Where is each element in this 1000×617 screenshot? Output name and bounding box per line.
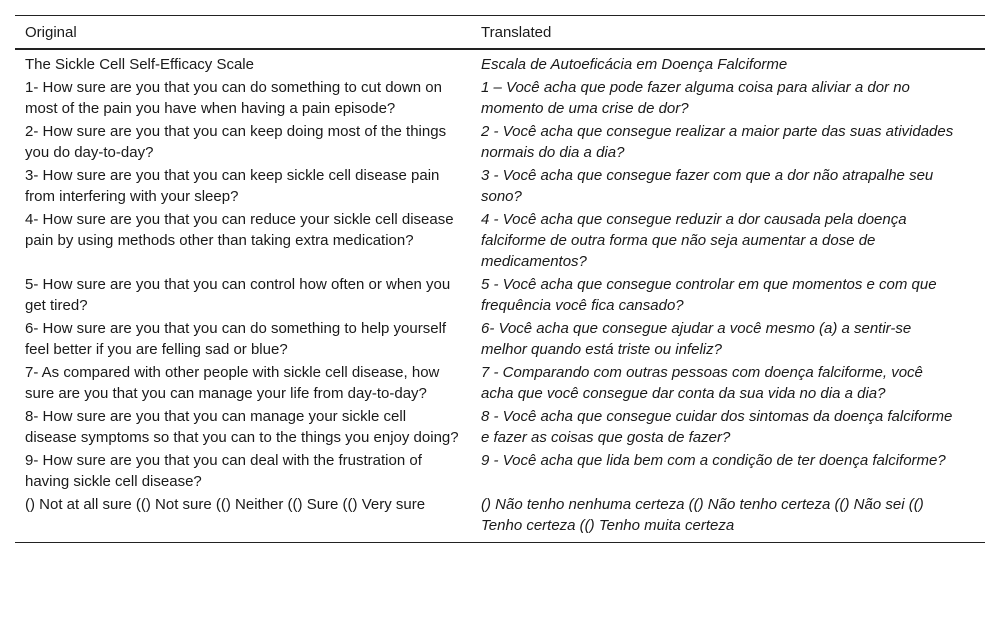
cell-original: 7- As compared with other people with sickle cell disease, how sure are you that you can manage your life from day-to-day?	[25, 364, 440, 402]
cell-translated: 5 - Você acha que consegue controlar em que momentos e com que frequência você fica cansado?	[481, 276, 937, 314]
table-row	[15, 164, 985, 208]
cell-translated: () Não tenho nenhuma certeza (() Não tenho certeza (() Não sei (() Tenho certeza (() Tenho muita certeza	[481, 496, 924, 534]
table-row	[15, 120, 985, 164]
cell-translated: 3 - Você acha que consegue fazer com que a dor não atrapalhe seu sono?	[481, 167, 934, 205]
cell-original: 9- How sure are you that you can deal with the frustration of having sickle cell disease?	[25, 452, 422, 490]
table-row	[15, 49, 985, 76]
cell-translated: 1 – Você acha que pode fazer alguma coisa para aliviar a dor no momento de uma crise de dor?	[481, 79, 910, 117]
cell-original: 1- How sure are you that you can do something to cut down on most of the pain you have when having a pain episode?	[25, 79, 442, 117]
cell-original: 6- How sure are you that you can do something to help yourself feel better if you are felling sad or blue?	[25, 320, 447, 358]
table-row	[15, 361, 985, 405]
cell-translated: 6- Você acha que consegue ajudar a você mesmo (a) a sentir-se melhor quando está triste ou infeliz?	[481, 320, 912, 358]
table-row	[15, 493, 985, 543]
cell-original: 5- How sure are you that you can control how often or when you get tired?	[25, 276, 451, 314]
translation-table-container	[15, 15, 985, 543]
cell-translated: 7 - Comparando com outras pessoas com doença falciforme, você acha que você consegue dar conta da sua vida no dia a dia?	[481, 364, 923, 402]
translation-table	[15, 15, 985, 543]
table-row	[15, 317, 985, 361]
table-row	[15, 76, 985, 120]
cell-translated: 9 - Você acha que lida bem com a condição de ter doença falciforme?	[481, 452, 946, 469]
cell-original: 4- How sure are you that you can reduce your sickle cell disease pain by using methods other than taking extra medication?	[25, 211, 454, 249]
cell-translated: 4 - Você acha que consegue reduzir a dor causada pela doença falciforme de outra forma que não seja aumentar a dose de medicamentos?	[481, 211, 907, 270]
cell-original: 3- How sure are you that you can keep sickle cell disease pain from interfering with your sleep?	[25, 167, 440, 205]
cell-translated: Escala de Autoeficácia em Doença Falciforme	[481, 56, 788, 73]
cell-translated: 8 - Você acha que consegue cuidar dos sintomas da doença falciforme e fazer as coisas que gosta de fazer?	[481, 408, 953, 446]
cell-original: The Sickle Cell Self-Efficacy Scale	[25, 56, 254, 73]
header-translated: Translated	[481, 24, 552, 41]
header-original: Original	[25, 24, 77, 41]
cell-translated: 2 - Você acha que consegue realizar a maior parte das suas atividades normais do dia a dia?	[481, 123, 954, 161]
table-row	[15, 405, 985, 449]
table-row	[15, 208, 985, 273]
table-row	[15, 449, 985, 493]
cell-original: 2- How sure are you that you can keep doing most of the things you do day-to-day?	[25, 123, 447, 161]
cell-original: () Not at all sure (() Not sure (() Neither (() Sure (() Very sure	[25, 496, 426, 513]
table-header-row	[15, 16, 985, 50]
table-row	[15, 273, 985, 317]
cell-original: 8- How sure are you that you can manage your sickle cell disease symptoms so that you can to the things you enjoy doing?	[25, 408, 459, 446]
